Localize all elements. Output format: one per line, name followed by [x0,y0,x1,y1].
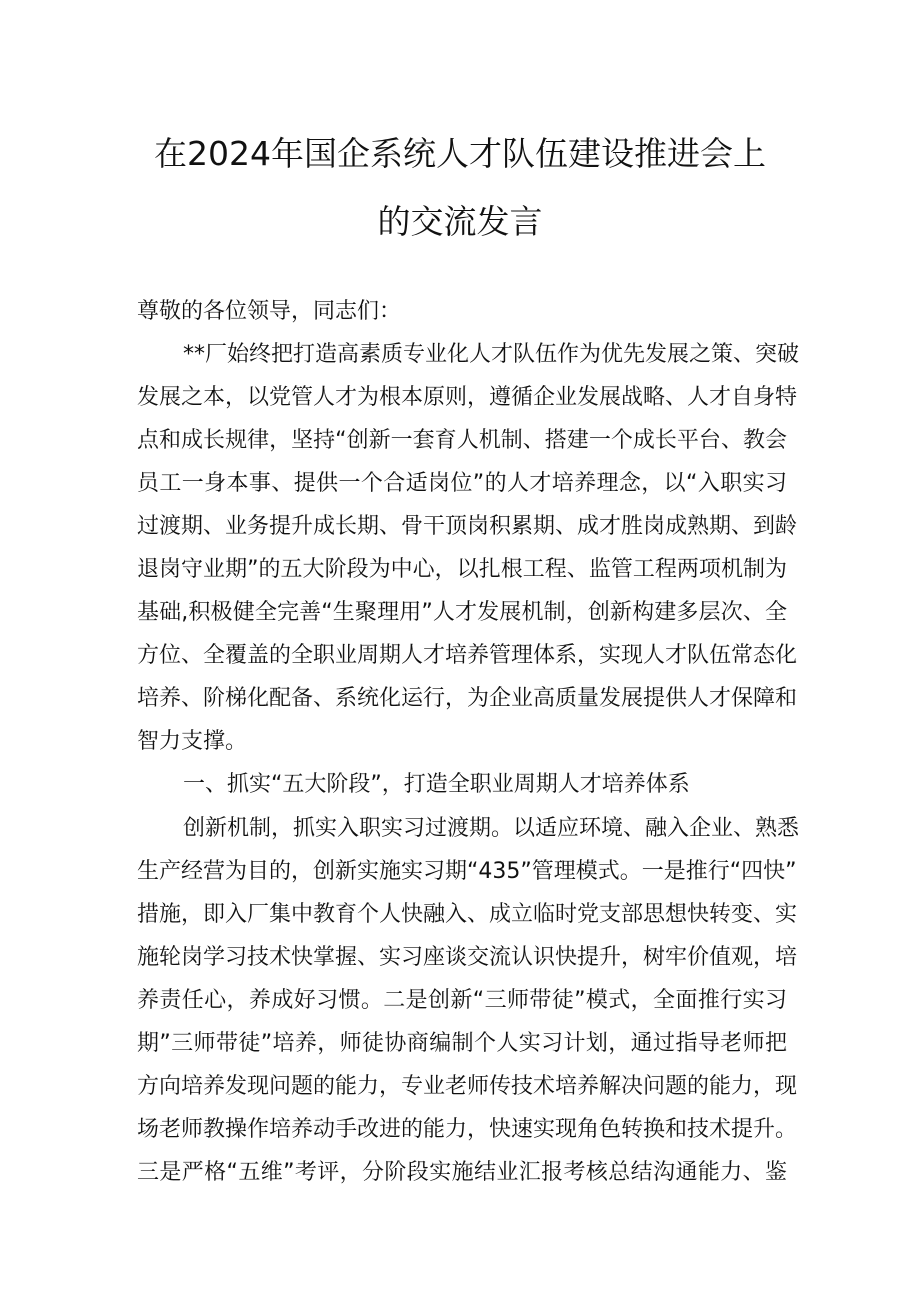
paragraph-line: 措施，即入厂集中教育个人快融入、成立临时党支部思想快转变、实 [137,902,798,927]
paragraph-line: 点和成长规律，坚持“创新一套育人机制、搭建一个成长平台、教会 [137,428,787,453]
paragraph-line: 方位、全覆盖的全职业周期人才培养管理体系，实现人才队伍常态化 [137,643,798,668]
paragraph-line: 期”三师带徒”培养，师徒协商编制个人实习计划，通过指导老师把 [137,1031,787,1056]
paragraph-line: 三是严格“五维”考评，分阶段实施结业汇报考核总结沟通能力、鉴 [137,1160,787,1185]
paragraph-line: 创新机制，抓实入职实习过渡期。以适应环境、融入企业、熟悉 [183,816,800,841]
paragraph-line: 员工一身本事、提供一个合适岗位”的人才培养理念，以“入职实习 [137,471,787,496]
paragraph-line: 生产经营为目的，创新实施实习期“435”管理模式。一是推行“四快” [137,859,797,884]
paragraph-line: 基础,积极健全完善“生聚理用”人才发展机制，创新构建多层次、全 [137,600,787,625]
paragraph-line: 培养、阶梯化配备、系统化运行，为企业高质量发展提供人才保障和 [137,686,798,711]
paragraph-line: 发展之本，以党管人才为根本原则，遵循企业发展战略、人才自身特 [137,385,798,410]
paragraph-line: 养责任心，养成好习惯。二是创新“三师带徒”模式，全面推行实习 [137,988,787,1013]
paragraph-line: **厂始终把打造高素质专业化人才队伍作为优先发展之策、突破 [183,342,800,367]
paragraph-line: 场老师教操作培养动手改进的能力，快速实现角色转换和技术提升。 [137,1117,798,1142]
paragraph-line: 智力支撑。 [137,729,248,754]
document-title-line-1: 在2024年国企系统人才队伍建设推进会上 [154,134,766,173]
paragraph-line: 过渡期、业务提升成长期、骨干顶岗积累期、成才胜岗成熟期、到龄 [137,514,798,539]
section-heading: 一、抓实“五大阶段”，打造全职业周期人才培养体系 [183,772,690,797]
paragraph-line: 施轮岗学习技术快掌握、实习座谈交流认识快提升，树牢价值观，培 [137,945,798,970]
salutation: 尊敬的各位领导，同志们： [137,299,402,324]
paragraph-line: 方向培养发现问题的能力，专业老师传技术培养解决问题的能力，现 [137,1074,798,1099]
paragraph-line: 退岗守业期”的五大阶段为中心，以扎根工程、监管工程两项机制为 [137,557,787,582]
document-title-line-2: 的交流发言 [377,202,543,241]
